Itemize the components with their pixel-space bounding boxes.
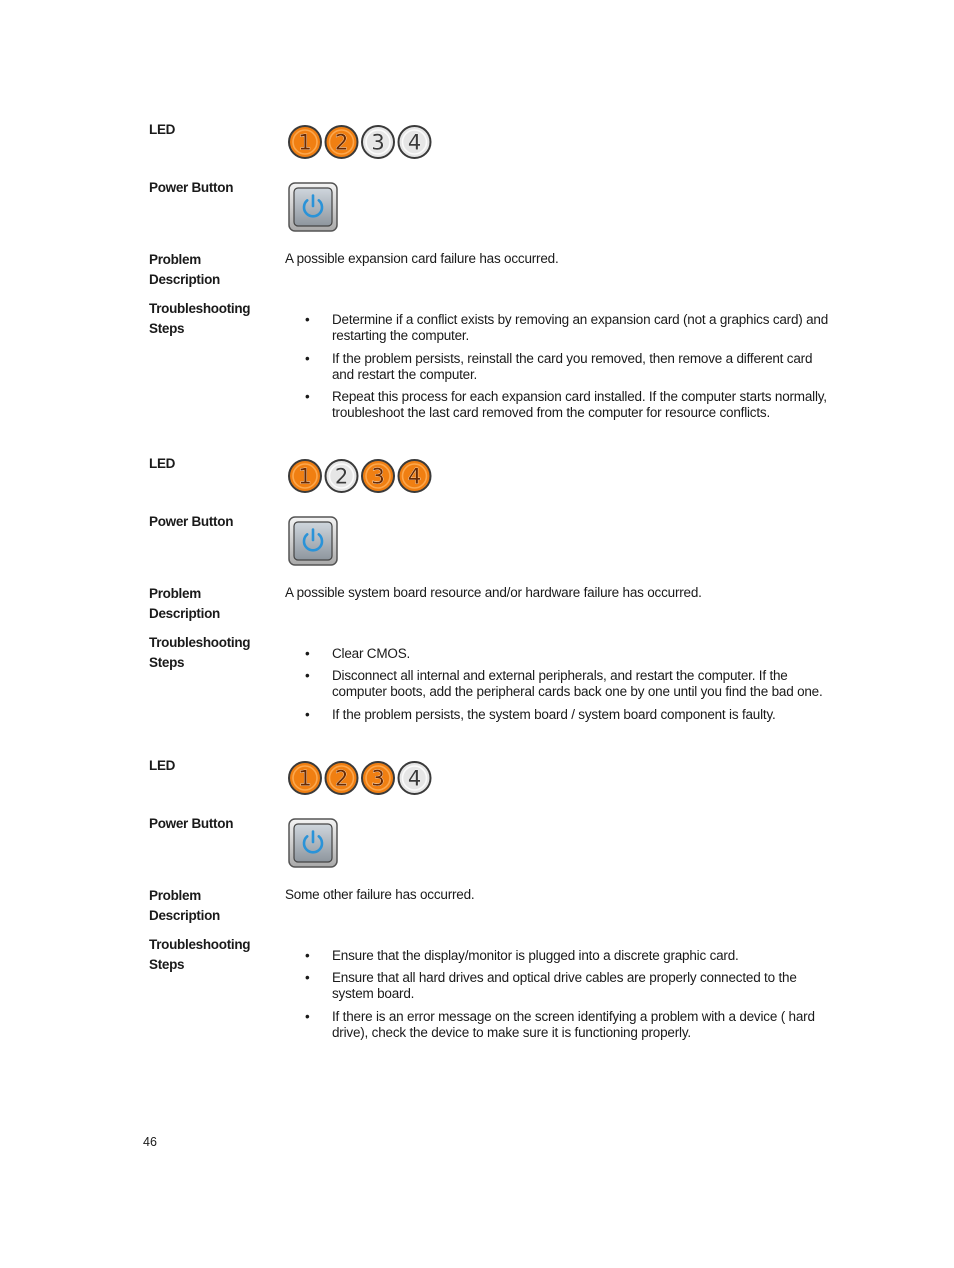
list-item: [305, 707, 835, 723]
bullet: •: [305, 970, 310, 985]
step-text: Clear CMOS.: [332, 646, 411, 661]
list-item: [305, 646, 835, 662]
bullet: •: [305, 668, 310, 683]
led-label: LED: [149, 456, 176, 471]
led-indicator-row: [287, 123, 437, 161]
bullet: •: [305, 948, 310, 963]
step-text: Determine if a conflict exists by removing an expansion card (not a graphics card) and restarting the computer.: [332, 312, 829, 343]
troubleshooting-steps-label: Troubleshooting Steps: [149, 937, 251, 972]
list-item: [305, 389, 835, 421]
led-on-1: [289, 460, 321, 492]
led-digit: 2: [334, 766, 349, 791]
problem-description-text: A possible expansion card failure has occurred.: [285, 251, 559, 266]
led-on-1: [289, 762, 321, 794]
troubleshooting-steps-label: Troubleshooting Steps: [149, 301, 251, 336]
led-digit: 1: [298, 766, 312, 791]
problem-description-text: Some other failure has occurred.: [285, 887, 475, 902]
step-text: Ensure that the display/monitor is plugged into a discrete graphic card.: [332, 948, 739, 963]
led-off-4: [399, 762, 431, 794]
led-digit: 2: [334, 464, 349, 489]
led-digit: 4: [407, 464, 422, 489]
led-digit: 4: [407, 130, 422, 155]
led-on-2: [326, 762, 358, 794]
bullet: •: [305, 351, 310, 366]
led-label: LED: [149, 122, 176, 137]
bullet: •: [305, 707, 310, 722]
led-digit: 2: [334, 130, 349, 155]
list-item: [305, 1009, 835, 1041]
list-item: [305, 948, 835, 964]
led-off-2: [326, 460, 358, 492]
led-digit: 4: [407, 766, 422, 791]
step-text: Disconnect all internal and external peripherals, and restart the computer. If the computer boots, add the peripheral cards back one by one until you find the bad one.: [332, 668, 823, 699]
power-button-icon: [288, 516, 338, 566]
list-item: [305, 351, 835, 383]
led-on-3: [362, 460, 394, 492]
led-on-4: [399, 460, 431, 492]
list-item: [305, 970, 835, 1002]
list-item: [305, 668, 835, 700]
led-off-3: [362, 126, 394, 158]
led-on-2: [326, 126, 358, 158]
power-button-label: Power Button: [149, 816, 234, 831]
led-digit: 1: [298, 464, 312, 489]
power-button-label: Power Button: [149, 180, 234, 195]
bullet: •: [305, 312, 310, 327]
led-indicator-row: [287, 457, 437, 495]
problem-description-label: Problem Description: [149, 252, 220, 287]
page-number: 46: [143, 1135, 157, 1149]
problem-description-label: Problem Description: [149, 888, 220, 923]
problem-description-label: Problem Description: [149, 586, 220, 621]
troubleshooting-steps-list: [305, 312, 835, 421]
problem-description-text: A possible system board resource and/or hardware failure has occurred.: [285, 585, 702, 600]
list-item: [305, 312, 835, 344]
led-digit: 1: [298, 130, 312, 155]
power-button-label: Power Button: [149, 514, 234, 529]
step-text: If the problem persists, the system board / system board component is faulty.: [332, 707, 776, 722]
led-on-3: [362, 762, 394, 794]
led-digit: 3: [371, 130, 385, 155]
troubleshooting-steps-label: Troubleshooting Steps: [149, 635, 251, 670]
led-on-1: [289, 126, 321, 158]
led-indicator-row: [287, 759, 437, 797]
step-text: Ensure that all hard drives and optical drive cables are properly connected to the system board.: [332, 970, 797, 1001]
step-text: If there is an error message on the screen identifying a problem with a device ( hard drive), check the device to make sure it is functioning properly.: [332, 1009, 815, 1040]
troubleshooting-steps-list: [305, 646, 835, 723]
power-button-icon: [288, 182, 338, 232]
led-off-4: [399, 126, 431, 158]
bullet: •: [305, 646, 310, 661]
power-button-icon: [288, 818, 338, 868]
step-text: If the problem persists, reinstall the card you removed, then remove a different card and restart the computer.: [332, 351, 813, 382]
bullet: •: [305, 389, 310, 404]
troubleshooting-steps-list: [305, 948, 835, 1041]
step-text: Repeat this process for each expansion card installed. If the computer starts normally, troubleshoot the last card removed from the computer for resource conflicts.: [332, 389, 827, 420]
led-digit: 3: [371, 464, 385, 489]
led-label: LED: [149, 758, 176, 773]
bullet: •: [305, 1009, 310, 1024]
led-digit: 3: [371, 766, 385, 791]
